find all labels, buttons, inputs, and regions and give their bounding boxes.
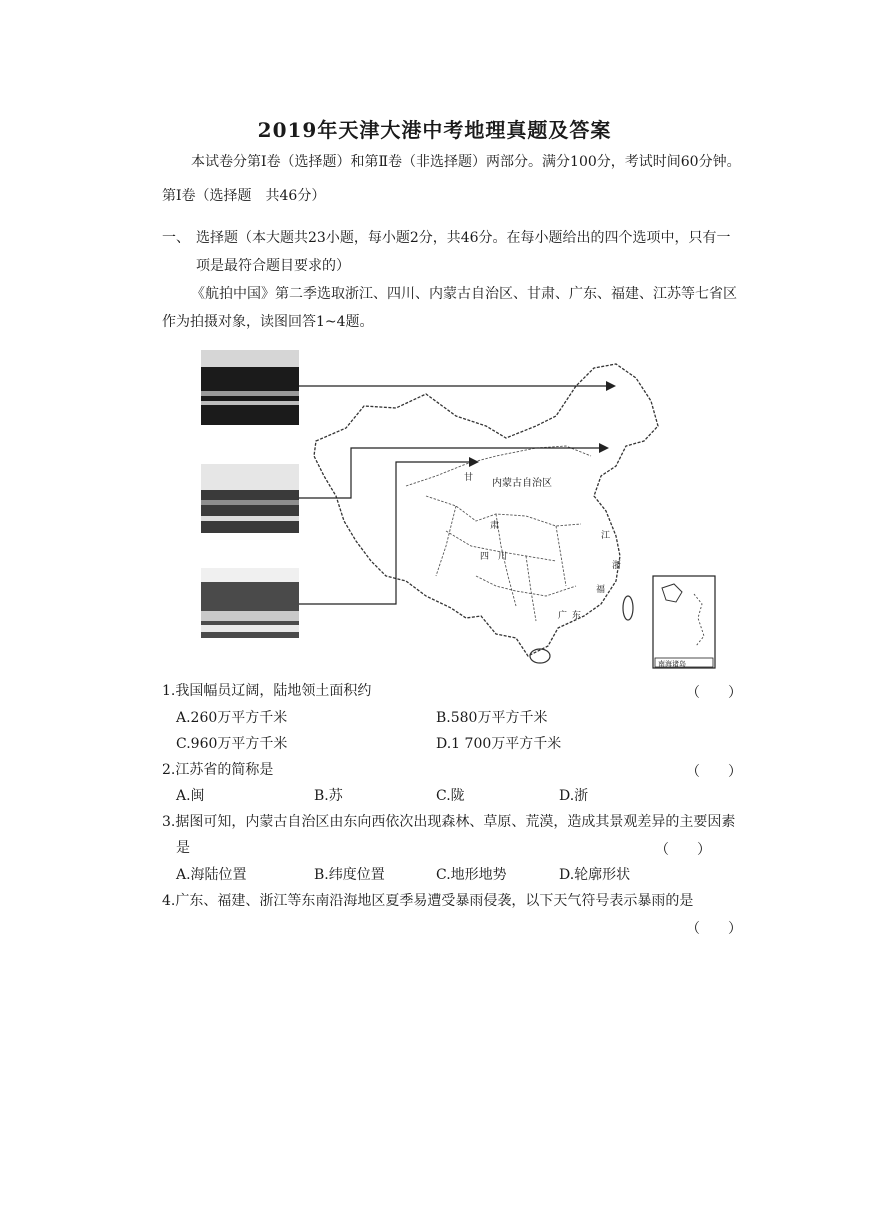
taiwan-island [623, 596, 633, 620]
label-dong: 东 [572, 611, 582, 621]
label-guang: 广 [558, 611, 568, 621]
section1-number: 一、 [162, 230, 190, 246]
question-3-option-b: B.纬度位置 [314, 867, 385, 883]
page-title: 2019年天津大港中考地理真题及答案 [257, 118, 612, 142]
question-1-option-d: D.1 700万平方千米 [436, 736, 562, 752]
question-2-stem: 2.江苏省的简称是 [162, 762, 274, 778]
question-1-stem: 1.我国幅员辽阔，陆地领土面积约 [162, 683, 372, 699]
label-chuan: 川 [498, 552, 508, 562]
question-4-stem: 4.广东、福建、浙江等东南沿海地区夏季易遭受暴雨侵袭，以下天气符号表示暴雨的是 [162, 893, 694, 909]
question-3-stem-cont: 是 [176, 840, 190, 856]
question-1-answer-blank: （ ） [686, 685, 742, 701]
label-nei-menggu: 内蒙古自治区 [492, 478, 552, 489]
question-1-option-a: A.260万平方千米 [176, 710, 288, 726]
label-gan: 甘 [464, 473, 474, 483]
arrow-grassland [299, 448, 601, 498]
question-2-option-c: C.陇 [436, 788, 465, 804]
section1-line1: 选择题（本大题共23小题，每小题2分，共46分。在每小题给出的四个选项中，只有一 [196, 230, 731, 246]
china-map-figure [196, 346, 726, 676]
question-3-stem: 3.据图可知，内蒙古自治区由东向西依次出现森林、草原、荒漠，造成其景观差异的主要因素 [162, 814, 736, 830]
label-fu: 福 [596, 585, 606, 595]
question-3-option-d: D.轮廓形状 [559, 867, 631, 883]
question-1-option-b: B.580万平方千米 [436, 710, 548, 726]
label-inset: 南海诸岛 [658, 660, 686, 668]
label-su: 肃 [490, 521, 500, 531]
intro-text: 本试卷分第Ⅰ卷（选择题）和第Ⅱ卷（非选择题）两部分。满分100分，考试时间60分钟。 [191, 154, 741, 170]
china-outline [314, 364, 658, 656]
question-4-answer-blank: （ ） [686, 921, 742, 937]
province-borders [406, 446, 591, 621]
china-map-svg [196, 346, 726, 676]
question-2-option-d: D.浙 [559, 788, 589, 804]
question-3-option-c: C.地形地势 [436, 867, 507, 883]
question-2-answer-blank: （ ） [686, 764, 742, 780]
context-line2: 作为拍摄对象，读图回答1~4题。 [162, 314, 374, 330]
question-3-answer-blank: （ ） [655, 842, 711, 858]
label-zhe: 浙 [612, 561, 622, 571]
context-line1: 《航拍中国》第二季选取浙江、四川、内蒙古自治区、甘肃、广东、福建、江苏等七省区 [191, 286, 737, 302]
question-2-option-b: B.苏 [314, 788, 343, 804]
label-jiang: 江 [601, 531, 611, 541]
hainan-island [530, 649, 550, 663]
section1-line2: 项是最符合题目要求的） [196, 258, 350, 274]
label-si: 四 [480, 552, 490, 562]
arrow-desert [299, 462, 474, 604]
question-2-option-a: A.闽 [176, 788, 205, 804]
question-1-option-c: C.960万平方千米 [176, 736, 288, 752]
question-3-option-a: A.海陆位置 [176, 867, 247, 883]
part1-heading: 第Ⅰ卷（选择题 共46分） [162, 188, 326, 204]
